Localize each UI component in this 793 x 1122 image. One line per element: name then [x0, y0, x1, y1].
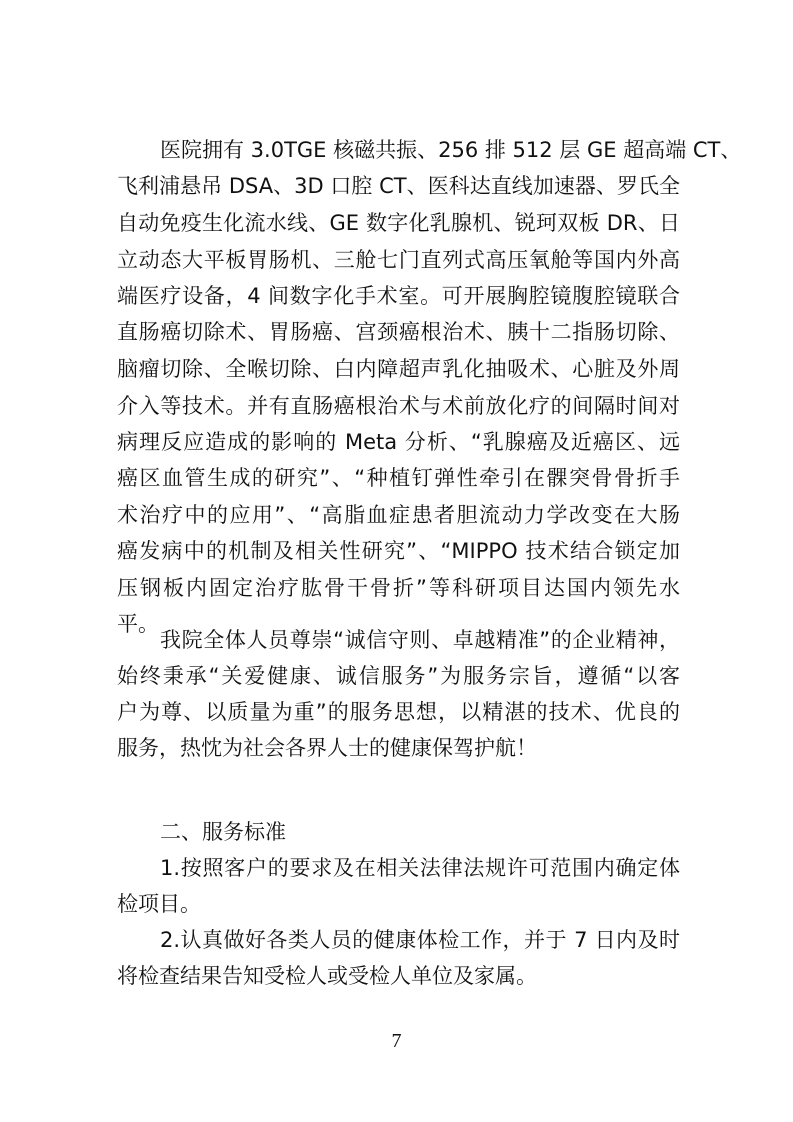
paragraph-line: 飞利浦悬吊 DSA、3D 口腔 CT、医科达直线加速器、罗氏全: [117, 174, 680, 198]
paragraph-line: 始终秉承“关爱健康、诚信服务”为服务宗旨，遵循“以客: [117, 664, 680, 688]
paragraph-line: 户为尊、以质量为重”的服务思想，以精湛的技术、优良的: [117, 700, 680, 724]
paragraph-line: 医院拥有 3.0TGE 核磁共振、256 排 512 层 GE 超高端 CT、: [160, 138, 742, 162]
paragraph-line: 癌发病中的机制及相关性研究”、“MIPPO 技术结合锁定加: [117, 539, 680, 563]
paragraph-line: 1.按照客户的要求及在相关法律法规许可范围内确定体: [160, 856, 680, 880]
paragraph-line: 将检查结果告知受检人或受检人单位及家属。: [117, 964, 537, 988]
paragraph-line: 术治疗中的应用”、“高脂血症患者胆流动力学改变在大肠: [117, 503, 680, 527]
paragraph-line: 平。: [117, 612, 159, 636]
page-number: 7: [391, 1030, 402, 1052]
paragraph-line: 检项目。: [117, 892, 201, 916]
paragraph-line: 立动态大平板胃肠机、三舱七门直列式高压氧舱等国内外高: [117, 248, 680, 272]
paragraph-line: 直肠癌切除术、胃肠癌、宫颈癌根治术、胰十二指肠切除、: [117, 320, 680, 344]
paragraph-line: 自动免疫生化流水线、GE 数字化乳腺机、锐珂双板 DR、日: [117, 211, 680, 235]
paragraph-line: 我院全体人员尊崇“诚信守则、卓越精准”的企业精神，: [160, 628, 680, 652]
paragraph-line: 2.认真做好各类人员的健康体检工作，并于 7 日内及时: [160, 928, 680, 952]
paragraph-line: 癌区血管生成的研究”、“种植钉弹性牵引在髁突骨骨折手: [117, 466, 680, 490]
paragraph-line: 端医疗设备，4 间数字化手术室。可开展胸腔镜腹腔镜联合: [117, 284, 680, 308]
paragraph-line: 服务，热忱为社会各界人士的健康保驾护航！: [117, 736, 537, 760]
paragraph-line: 脑瘤切除、全喉切除、白内障超声乳化抽吸术、心脏及外周: [117, 357, 680, 381]
paragraph-line: 介入等技术。并有直肠癌根治术与术前放化疗的间隔时间对: [117, 394, 680, 418]
paragraph-line: 病理反应造成的影响的 Meta 分析、“乳腺癌及近癌区、远: [117, 430, 680, 454]
section-heading: 二、服务标准: [160, 820, 286, 844]
paragraph-line: 压钢板内固定治疗肱骨干骨折”等科研项目达国内领先水: [117, 576, 680, 600]
